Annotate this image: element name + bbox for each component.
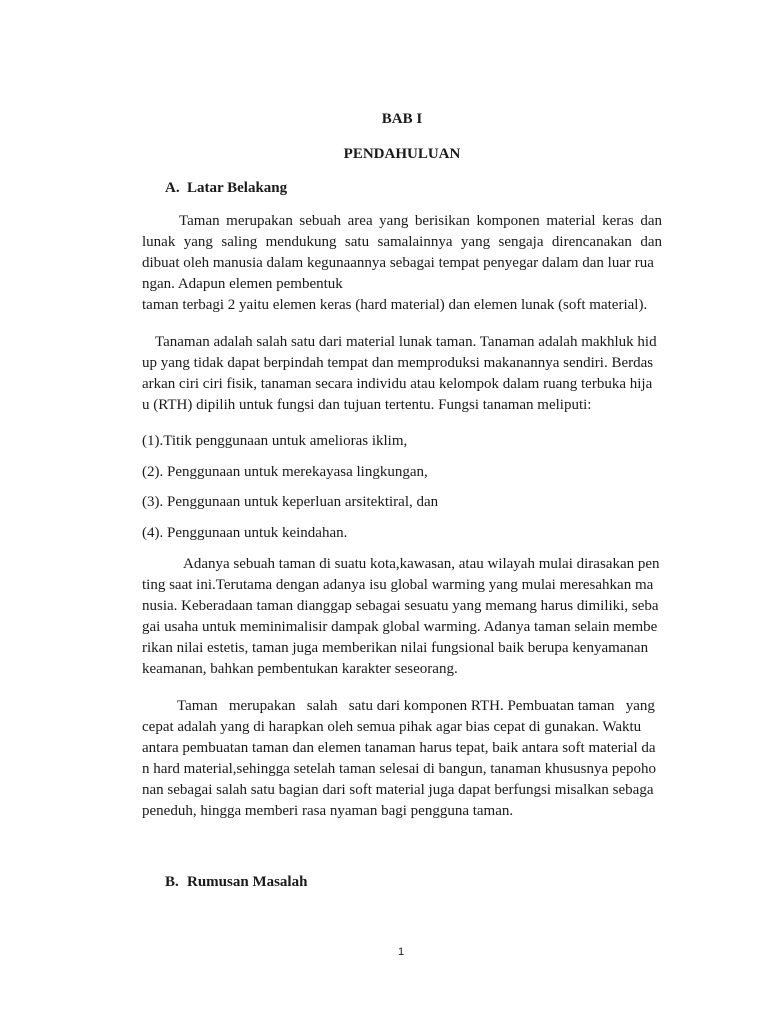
text-line: n hard material,sehingga setelah taman selesai di bangun, tanaman khususnya pepoho — [142, 761, 657, 777]
text-line: peneduh, hingga memberi rasa nyaman bagi pengguna taman. — [142, 803, 514, 819]
section-heading-latar-belakang — [165, 178, 287, 198]
text-line: lunak yang saling mendukung satu samalainnya yang sengaja direncanakan dan — [142, 234, 662, 250]
list-item: (1).Titik penggunaan untuk amelioras iklim, — [142, 433, 408, 449]
paragraph-taman-kota — [142, 554, 662, 680]
text-line: nusia. Keberadaan taman dianggap sebagai sesuatu yang memang harus dimiliki, seba — [142, 598, 659, 614]
page-number: 1 — [397, 946, 405, 958]
text-line: taman terbagi 2 yaitu elemen keras (hard material) dan elemen lunak (soft material). — [142, 297, 648, 313]
section-heading-rumusan-masalah — [165, 872, 307, 892]
section-label: Latar Belakang — [187, 180, 288, 196]
text-line: gai usaha untuk meminimalisir dampak global warming. Adanya taman selain membe — [142, 619, 658, 635]
list-item: (3). Penggunaan untuk keperluan arsitektiral, dan — [142, 494, 439, 510]
text-line: cepat adalah yang di harapkan oleh semua pihak agar bias cepat di gunakan. Waktu — [142, 719, 642, 735]
text-line: ting saat ini.Terutama dengan adanya isu global warming yang mulai meresahkan ma — [142, 577, 654, 593]
text-line: up yang tidak dapat berpindah tempat dan memproduksi makanannya sendiri. Berdas — [142, 355, 654, 371]
paragraph-komponen-rth — [142, 696, 662, 822]
text-line: Taman merupakan salah satu dari komponen RTH. Pembuatan taman yang — [177, 698, 655, 714]
text-line: rikan nilai estetis, taman juga memberikan nilai fungsional baik berupa kenyamanan — [142, 640, 649, 656]
chapter-heading: BAB I — [381, 111, 423, 127]
section-letter: A. — [165, 180, 180, 196]
paragraph-tanaman — [142, 332, 662, 416]
section-label: Rumusan Masalah — [187, 874, 308, 890]
list-item: (2). Penggunaan untuk merekayasa lingkungan, — [142, 464, 428, 480]
text-line: keamanan, bahkan pembentukan karakter seseorang. — [142, 661, 458, 677]
text-line: Adanya sebuah taman di suatu kota,kawasan, atau wilayah mulai dirasakan pen — [183, 556, 660, 572]
text-line: dibuat oleh manusia dalam kegunaannya sebagai tempat penyegar dalam dan luar rua — [142, 255, 654, 271]
text-line: ngan. Adapun elemen pembentuk — [142, 276, 343, 292]
paragraph-taman-definition — [142, 211, 662, 316]
text-line: arkan ciri ciri fisik, tanaman secara individu atau kelompok dalam ruang terbuka hija — [142, 376, 653, 392]
list-item: (4). Penggunaan untuk keindahan. — [142, 525, 348, 541]
text-line: Taman merupakan sebuah area yang berisikan komponen material keras dan — [179, 213, 662, 229]
text-line: nan sebagai salah satu bagian dari soft material juga dapat berfungsi misalkan sebaga — [142, 782, 654, 798]
section-letter: B. — [165, 874, 179, 890]
text-line: u (RTH) dipilih untuk fungsi dan tujuan tertentu. Fungsi tanaman meliputi: — [142, 397, 592, 413]
text-line: antara pembuatan taman dan elemen tanaman harus tepat, baik antara soft material da — [142, 740, 656, 756]
text-line: Tanaman adalah salah satu dari material lunak taman. Tanaman adalah makhluk hid — [155, 334, 657, 350]
chapter-title: PENDAHULUAN — [343, 146, 461, 162]
